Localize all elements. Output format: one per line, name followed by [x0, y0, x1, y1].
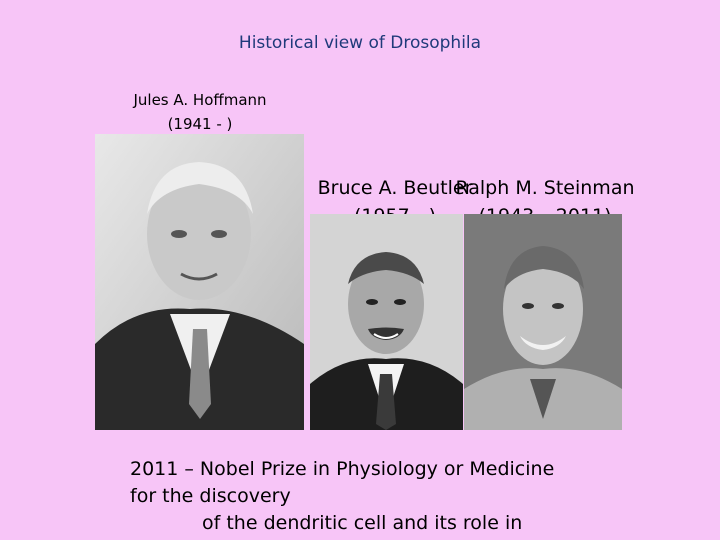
- prize-line: 2011 – Nobel Prize in Physiology or Medicine: [130, 458, 555, 480]
- caption-hoffmann: [100, 88, 300, 136]
- portrait-steinman-photo: [464, 214, 622, 430]
- portrait-hoffmann-photo: [95, 134, 304, 430]
- prize-description: [130, 456, 690, 537]
- portrait-beutler-photo: [310, 214, 463, 430]
- prize-line: of the dendritic cell and its role in: [202, 512, 523, 534]
- person-name: Ralph M. Steinman: [455, 177, 635, 199]
- person-years: (1941 - ): [167, 115, 233, 133]
- prize-line: for the discovery: [130, 485, 291, 507]
- person-name: Jules A. Hoffmann: [133, 91, 267, 109]
- slide-title: Historical view of Drosophila: [238, 33, 482, 53]
- person-name: Bruce A. Beutler: [317, 177, 473, 199]
